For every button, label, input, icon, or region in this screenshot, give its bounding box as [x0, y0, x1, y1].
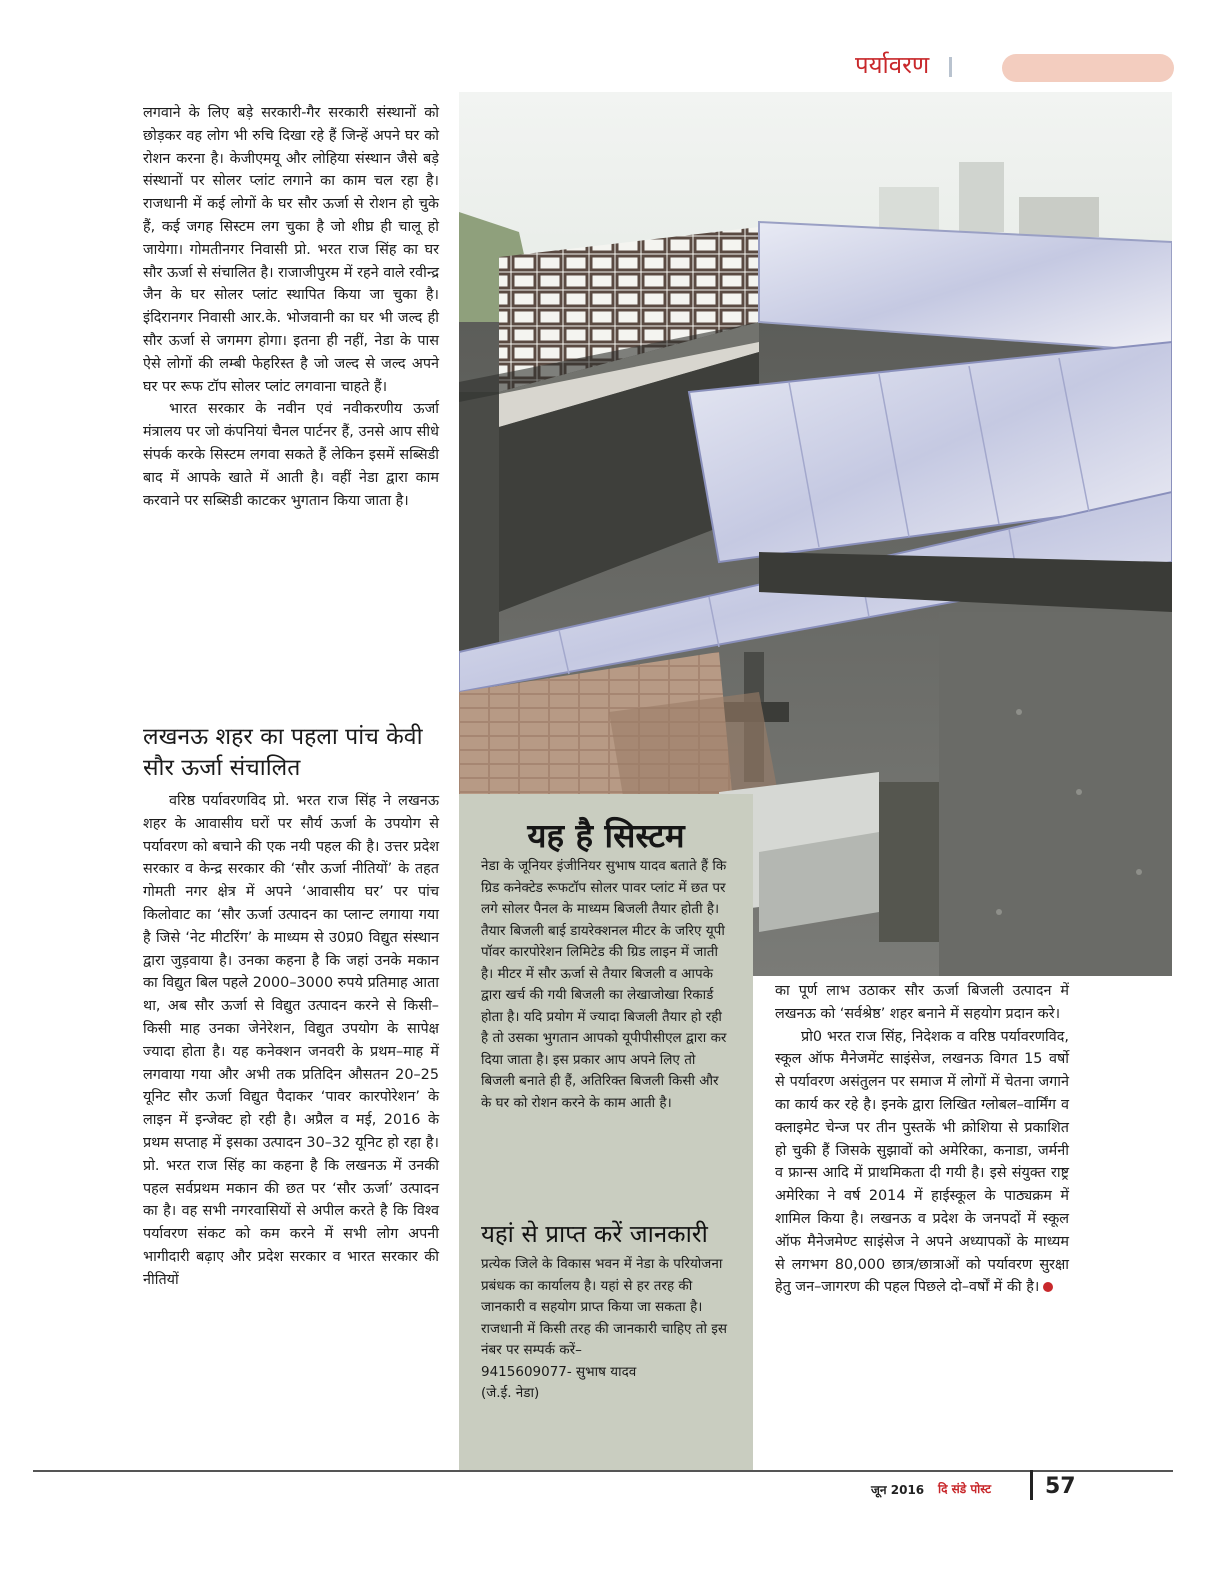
footer-brand: दि संडे पोस्ट: [938, 1482, 992, 1496]
end-mark-icon: [1043, 1282, 1053, 1292]
footer-divider: [1030, 1470, 1033, 1500]
sidebar-box: [459, 794, 753, 1470]
sidebar-subheading: यहां से प्राप्त करें जानकारी: [481, 1220, 708, 1248]
sidebar-contact: 9415609077- सुभाष यादव: [481, 1363, 637, 1380]
paragraph: [775, 1026, 1069, 1300]
paragraph-text: प्रो0 भरत राज सिंह, निदेशक व वरिष्ठ पर्यावरणविद, स्कूल ऑफ मैनेजमेंट साइंसेज, लखनऊ विगत 15 वर्षो से पर्यावरण असंतुलन पर समाज में लोगों में चेतना जगाने का कार्य कर रहे है। इनके द्वारा लिखित ग्लोबल–वार्मिंग व क्लाइमेट चेन्ज पर तीन पुस्तकें भी क्रोशिया से प्रकाशित हो चुकी हैं जिसके सुझावों को अमेरिका, कनाडा, जर्मनी व फ्रान्स आदि में प्राथमिकता दी गयी है। इसे संयुक्त राष्ट्र अमेरिका ने वर्ष 2014 में हाईस्कूल के पाठ्यक्रम में शामिल किया है। लखनऊ व प्रदेश के जनपदों में स्कूल ऑफ मैनेजमेण्ट साइंसेज ने अपने अध्यापकों के माध्यम से लगभग 80,000 छात्र/छात्राओं को पर्यावरण सुरक्षा हेतु जन–जागरण की पहल पिछले दो–वर्षों में की है।: [775, 1028, 1069, 1296]
paragraph: लगवाने के लिए बड़े सरकारी-गैर सरकारी संस्थानों को छोड़कर वह लोग भी रुचि दिखा रहे हैं जिन्हें अपने घर को रोशन करना है। केजीएमयू और लोहिया संस्थान जैसे बड़े संस्थानों पर सोलर प्लांट लगाने का काम चल रहा है। राजधानी में कई लोगों के घर सौर ऊर्जा से रोशन हो चुके हैं, कई जगह सिस्टम लग चुका है जो शीघ्र ही चालू हो जायेगा। गोमतीनगर निवासी प्रो. भरत राज सिंह का घर सौर ऊर्जा से संचालित है। राजाजीपुरम में रहने वाले रवीन्द्र जैन के घर सोलर प्लांट स्थापित किया जा चुका है। इंदिरानगर निवासी आर.के. भोजवानी का घर भी जल्द ही सौर ऊर्जा से जगमग होगा। इतना ही नहीं, नेडा के पास ऐसे लोगों की लम्बी फेहरिस्त है जो जल्द से जल्द अपने घर पर रूफ टॉप सोलर प्लांट लगवाना चाहते हैं।: [143, 105, 439, 395]
section-pill-decoration: [1002, 54, 1174, 82]
paragraph: वरिष्ठ पर्यावरणविद प्रो. भरत राज सिंह ने लखनऊ शहर के आवासीय घरों पर सौर्य ऊर्जा के उपयोग से पर्यावरण को बचाने की एक नयी पहल की है। उत्तर प्रदेश सरकार व केन्द्र सरकार की ‘सौर ऊर्जा नीतियों’ के तहत गोमती नगर क्षेत्र में अपने ‘आवासीय घर’ पर पांच किलोवाट का ‘सौर ऊर्जा उत्पादन का प्लान्ट लगाया गया है जिसे ‘नेट मीटरिंग’ के माध्यम से उ0प्र0 विद्युत संस्थान द्वारा जुड़वाया है। उनका कहना है कि जहां उनके मकान का विद्युत बिल पहले 2000–3000 रुपये प्रतिमाह आता था, अब सौर ऊर्जा से विद्युत उत्पादन करने से किसी–किसी माह उनका जेनेरेशन, विद्युत उपयोग के सापेक्ष ज्यादा होता है। यह कनेक्शन जनवरी के प्रथम–माह में लगवाया गया और अभी तक प्रतिदिन औसतन 20–25 यूनिट सौर ऊर्जा विद्युत पैदाकर ‘पावर कारपोरेशन’ के लाइन में इन्जेक्ट हो रही है। अप्रैल व मई, 2016 के प्रथम सप्ताह में इसका उत्पादन 30–32 यूनिट हो रहा है। प्रो. भरत राज सिंह का कहना है कि लखनऊ में उनकी पहल सर्वप्रथम मकान की छत पर ‘सौर ऊर्जा’ उत्पादन का है। वह सभी नगरवासियों से अपील करते है कि विश्व पर्यावरण संकट को कम करने में सभी लोग अपनी भागीदारी बढ़ाए और प्रदेश सरकार व भारत सरकार की नीतियों: [143, 793, 439, 1288]
section-label: पर्यावरण: [855, 51, 930, 79]
article-subheading: लखनऊ शहर का पहला पांच केवी सौर ऊर्जा संचालित: [143, 724, 423, 781]
footer-rule: [33, 1470, 1173, 1472]
sidebar-body-2: [481, 1254, 737, 1405]
article-column-1-continued: [143, 790, 439, 1292]
sidebar-paragraph: नेडा के जूनियर इंजीनियर सुभाष यादव बताते हैं कि ग्रिड कनेक्टेड रूफटॉप सोलर पावर प्लांट में छत पर लगे सोलर पैनल के माध्यम बिजली तैयार होती है। तैयार बिजली बाई डायरेक्शनल मीटर के जरिए यूपी पॉवर कारपोरेशन लिमिटेड की ग्रिड लाइन में जाती है। मीटर में सौर ऊर्जा से तैयार बिजली व आपके द्वारा खर्च की गयी बिजली का लेखाजोखा रिकार्ड होता है। यदि प्रयोग में ज्यादा बिजली तैयार हो रही है तो उसका भुगतान आपको यूपीपीसीएल द्वारा कर दिया जाता है। इस प्रकार आप अपने लिए तो बिजली बनाते ही हैं, अतिरिक्त बिजली किसी और के घर को रोशन करने के काम आती है।: [481, 858, 727, 1111]
sidebar-paragraph: प्रत्येक जिले के विकास भवन में नेडा के परियोजना प्रबंधक का कार्यालय है। यहां से हर तरह की जानकारी व सहयोग प्राप्त किया जा सकता है। राजधानी में किसी तरह की जानकारी चाहिए तो इस नंबर पर सम्पर्क करें–: [481, 1256, 727, 1358]
sidebar-title: यह है सिस्टम: [527, 816, 685, 855]
page-number: 57: [1045, 1474, 1076, 1499]
paragraph: का पूर्ण लाभ उठाकर सौर ऊर्जा बिजली उत्पादन में लखनऊ को ‘सर्वश्रेष्ठ’ शहर बनाने में सहयोग प्रदान करे।: [775, 983, 1069, 1022]
article-column-3: [775, 980, 1069, 1299]
section-divider: [949, 57, 952, 77]
article-column-1: [143, 102, 439, 512]
sidebar-contact-role: (जे.ई. नेडा): [481, 1385, 540, 1401]
footer-date: जून 2016: [871, 1483, 925, 1497]
sidebar-body: [481, 856, 731, 1114]
paragraph: भारत सरकार के नवीन एवं नवीकरणीय ऊर्जा मंत्रालय पर जो कंपनियां चैनल पार्टनर हैं, उनसे आप सीधे संपर्क करके सिस्टम लगवा सकते हैं लेकिन इसमें सब्सिडी बाद में आपके खाते में आती है। वहीं नेडा द्वारा काम करवाने पर सब्सिडी काटकर भुगतान किया जाता है।: [143, 401, 439, 509]
